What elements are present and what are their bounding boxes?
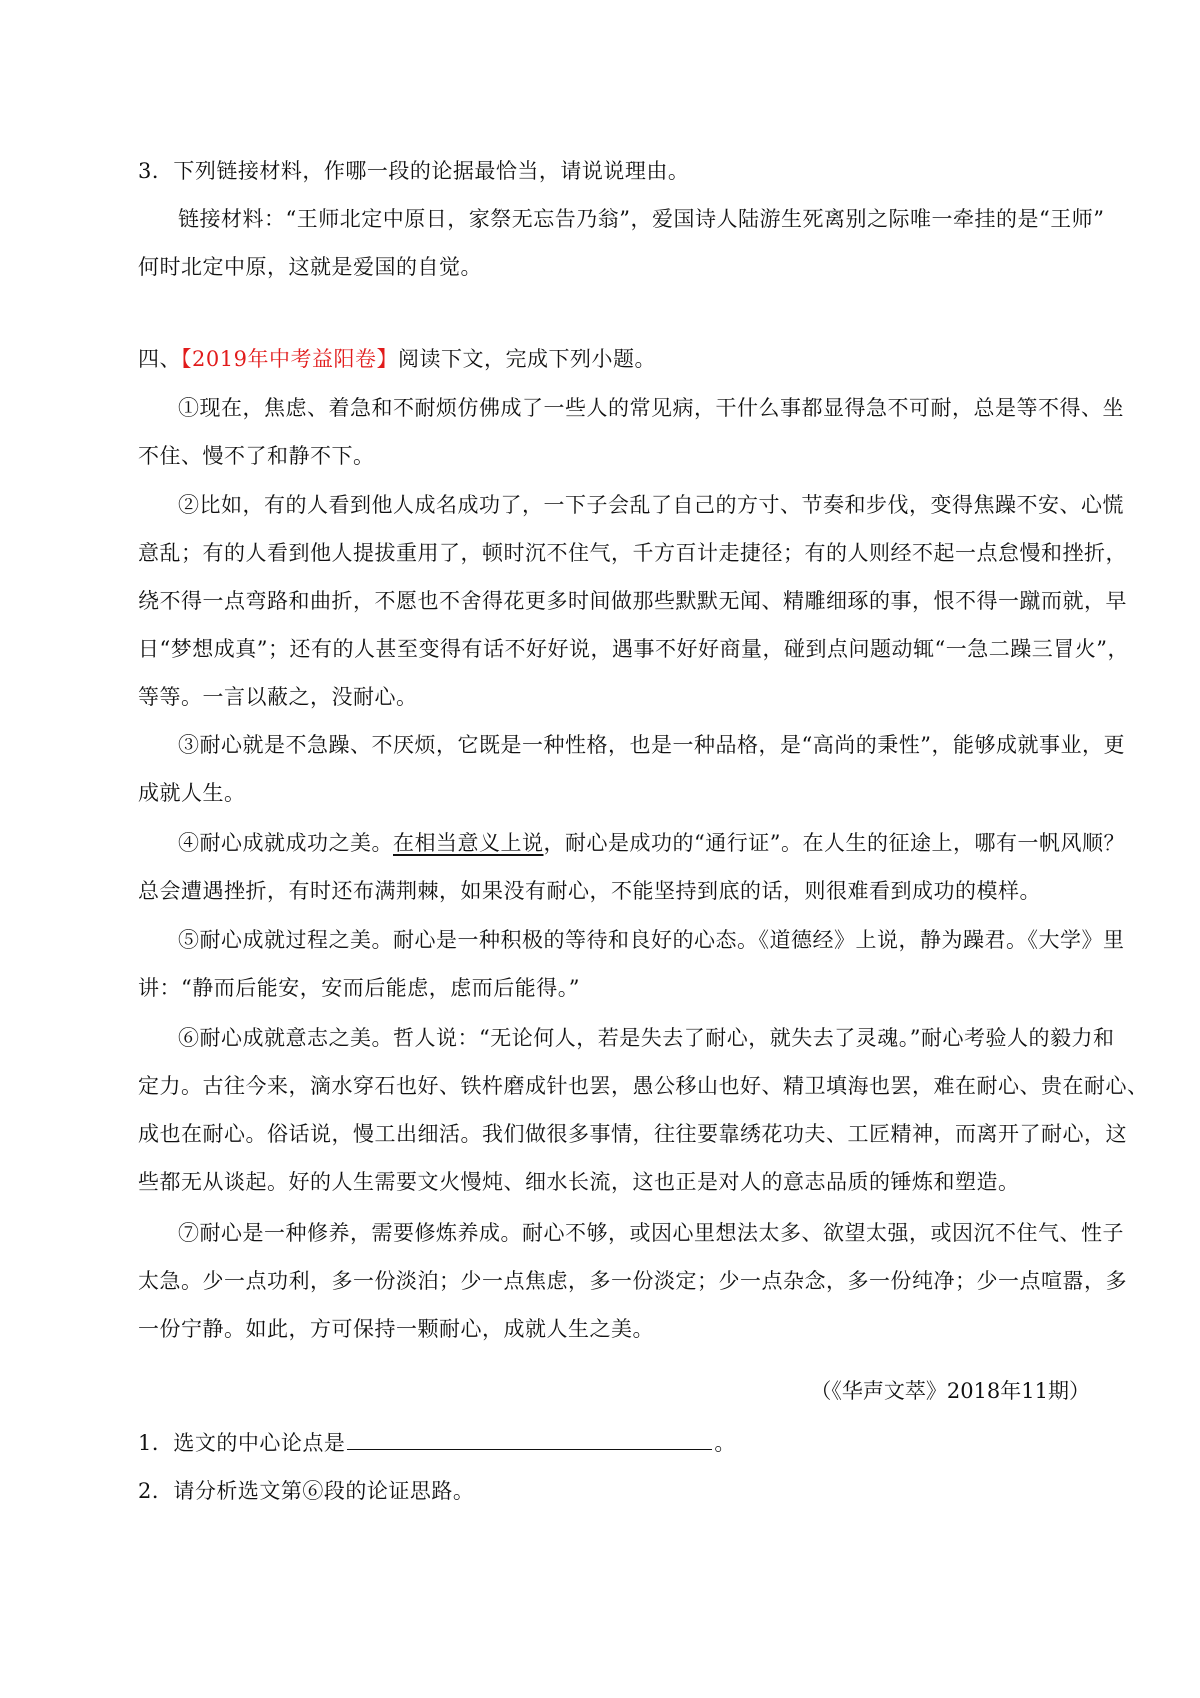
section-instruction: 阅读下文，完成下列小题。 <box>397 347 656 371</box>
paragraph-2-line-4: 日“梦想成真”；还有的人甚至变得有话不好好说，遇事不好好商量，碰到点问题动辄“一急二躁三冒火”， <box>138 637 1129 661</box>
paragraph-5-line-1: ⑤耐心成就过程之美。耐心是一种积极的等待和良好的心态。《道德经》上说，静为躁君。《大学》里 <box>178 928 1125 952</box>
paragraph-4-rest: ，耐心是成功的“通行证”。在人生的征途上，哪有一帆风顺？ <box>543 831 1125 855</box>
paragraph-1-line-2: 不住、慢不了和静不下。 <box>138 444 375 468</box>
exam-source-tag: 【2019年中考益阳卷】 <box>181 347 398 371</box>
link-material-line-1: 链接材料：“王师北定中原日，家祭无忘告乃翁”，爱国诗人陆游生死离别之际唯一牵挂的是“王师” <box>178 207 1105 231</box>
paragraph-6-line-3: 成也在耐心。俗话说，慢工出细活。我们做很多事情，往往要靠绣花功夫、工匠精神，而离开了耐心，这 <box>138 1122 1127 1146</box>
question-3-prompt: 3．下列链接材料，作哪一段的论据最恰当，请说说理由。 <box>138 159 690 183</box>
paragraph-6-line-2: 定力。古往今来，滴水穿石也好、铁杵磨成针也罢，愚公移山也好、精卫填海也罢，难在耐心、贵在耐心、 <box>138 1074 1149 1098</box>
paragraph-4-line-1 <box>0 820 1200 866</box>
link-material-line-2: 何时北定中原，这就是爱国的自觉。 <box>138 255 482 279</box>
paragraph-6-line-4: 些都无从谈起。好的人生需要文火慢炖、细水长流，这也正是对人的意志品质的锤炼和塑造。 <box>138 1170 1020 1194</box>
answer-blank[interactable] <box>347 1421 712 1450</box>
paragraph-2-line-1: ②比如，有的人看到他人成名成功了，一下子会乱了自己的方寸、节奏和步伐，变得焦躁不安、心慌 <box>178 493 1124 517</box>
paragraph-4-lead: ④耐心成就成功之美。 <box>178 831 393 855</box>
paragraph-3-line-1: ③耐心就是不急躁、不厌烦，它既是一种性格，也是一种品格，是“高尚的秉性”，能够成就事业，更 <box>178 733 1125 757</box>
paragraph-3-line-2: 成就人生。 <box>138 781 246 805</box>
paragraph-5-line-2: 讲：“静而后能安，安而后能虑，虑而后能得。” <box>138 976 580 1000</box>
question-1-text: 1．选文的中心论点是 <box>138 1431 346 1455</box>
question-1 <box>0 1420 1200 1466</box>
section-4-heading <box>0 336 1200 382</box>
underlined-phrase: 在相当意义上说 <box>393 831 544 855</box>
paragraph-6-line-1: ⑥耐心成就意志之美。哲人说：“无论何人，若是失去了耐心，就失去了灵魂。”耐心考验人的毅力和 <box>178 1026 1115 1050</box>
paragraph-2-line-2: 意乱；有的人看到他人提拔重用了，顿时沉不住气，千方百计走捷径；有的人则经不起一点怠慢和挫折， <box>138 541 1127 565</box>
question-2: 2．请分析选文第⑥段的论证思路。 <box>138 1479 475 1503</box>
paragraph-1-line-1: ①现在，焦虑、着急和不耐烦仿佛成了一些人的常见病，干什么事都显得急不可耐，总是等不得、坐 <box>178 396 1124 420</box>
paragraph-2-line-3: 绕不得一点弯路和曲折，不愿也不舍得花更多时间做那些默默无闻、精雕细琢的事，恨不得一蹴而就，早 <box>138 589 1127 613</box>
passage-source: （《华声文萃》2018年11期） <box>810 1379 1090 1403</box>
paragraph-4-line-2: 总会遭遇挫折，有时还布满荆棘，如果没有耐心，不能坚持到底的话，则很难看到成功的模样。 <box>138 879 1041 903</box>
paragraph-2-line-5: 等等。一言以蔽之，没耐心。 <box>138 685 418 709</box>
section-prefix: 四、 <box>138 347 181 371</box>
paragraph-7-line-1: ⑦耐心是一种修养，需要修炼养成。耐心不够，或因心里想法太多、欲望太强，或因沉不住气、性子 <box>178 1221 1124 1245</box>
question-1-end: 。 <box>714 1431 736 1455</box>
paragraph-7-line-2: 太急。少一点功利，多一份淡泊；少一点焦虑，多一份淡定；少一点杂念，多一份纯净；少一点喧嚣，多 <box>138 1269 1127 1293</box>
paragraph-7-line-3: 一份宁静。如此，方可保持一颗耐心，成就人生之美。 <box>138 1317 654 1341</box>
